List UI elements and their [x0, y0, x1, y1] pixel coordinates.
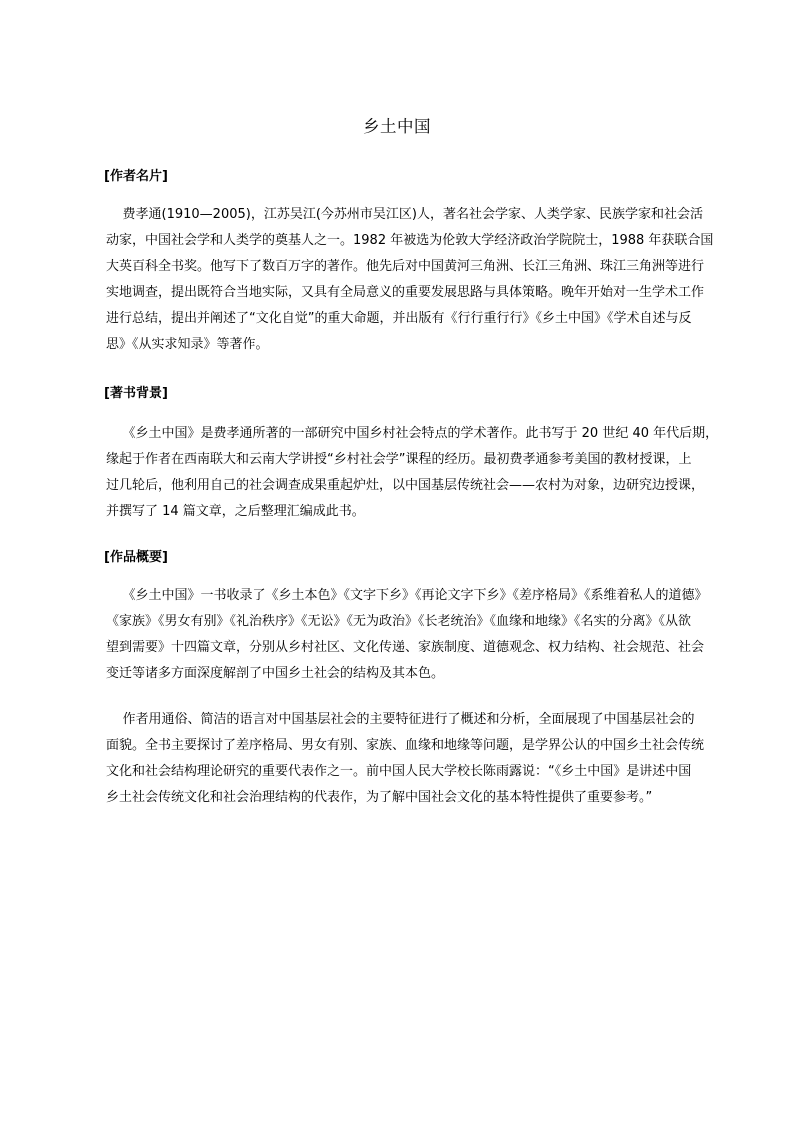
text-line: 面貌。全书主要探讨了差序格局、男女有别、家族、血缘和地缘等问题，是学界公认的中国乡土社会传统 [106, 738, 705, 753]
text-line: 费孝通(1910—2005)，江苏吴江(今苏州市吴江区)人，著名社会学家、人类学家、民族学家和社会活 [106, 207, 703, 222]
paragraph-summary-2 [106, 707, 720, 811]
text-line: 实地调查，提出既符合当地实际，又具有全局意义的重要发展思路与具体策略。晚年开始对一生学术工作 [106, 285, 705, 300]
paragraph-background [106, 421, 720, 525]
document-title: 乡土中国 [363, 117, 431, 136]
text-line: 作者用通俗、简洁的语言对中国基层社会的主要特征进行了概述和分析，全面展现了中国基层社会的 [106, 712, 695, 727]
text-line: 过几轮后，他利用自己的社会调查成果重起炉灶，以中国基层传统社会——农村为对象，边研究边授课， [106, 478, 705, 493]
text-line: 变迁等诸多方面深度解剖了中国乡土社会的结构及其本色。 [106, 666, 445, 681]
text-line: 乡土社会传统文化和社会治理结构的代表作，为了解中国社会文化的基本特性提供了重要参考。” [106, 790, 653, 805]
section-heading-author: [作者名片] [104, 169, 168, 184]
text-line: 文化和社会结构理论研究的重要代表作之一。前中国人民大学校长陈雨露说：“《乡土中国》是讲述中国 [106, 764, 692, 779]
text-line: 望到需要》十四篇文章，分别从乡村社区、文化传递、家族制度、道德观念、权力结构、社会规范、社会 [106, 640, 705, 655]
text-line: 《乡土中国》一书收录了《乡土本色》《文字下乡》《再论文字下乡》《差序格局》《系维着私人的道德》 [106, 588, 708, 603]
text-line: 动家，中国社会学和人类学的奠基人之一。1982 年被选为伦敦大学经济政治学院院士，1988 年获联合国 [106, 233, 714, 248]
text-line: 缘起于作者在西南联大和云南大学讲授“乡村社会学”课程的经历。最初费孝通参考美国的教材授课，上 [106, 452, 692, 467]
section-heading-summary: [作品概要] [104, 550, 168, 565]
section-heading-background: [著书背景] [104, 386, 168, 401]
text-line: 《乡土中国》是费孝通所著的一部研究中国乡村社会特点的学术著作。此书写于 20 世纪 40 年代后期， [106, 426, 719, 441]
paragraph-summary-1 [106, 583, 720, 687]
text-line: 进行总结，提出并阐述了“文化自觉”的重大命题，并出版有《行行重行行》《乡土中国》《学术自述与反 [106, 311, 692, 326]
text-line: 思》《从实求知录》等著作。 [106, 337, 269, 352]
text-line: 大英百科全书奖。他写下了数百万字的著作。他先后对中国黄河三角洲、长江三角洲、珠江三角洲等进行 [106, 259, 705, 274]
paragraph-author [106, 202, 720, 358]
text-line: 并撰写了 14 篇文章，之后整理汇编成此书。 [106, 504, 365, 519]
text-line: 《家族》《男女有别》《礼治秩序》《无讼》《无为政治》《长老统治》《血缘和地缘》《名实的分离》《从欲 [106, 614, 692, 629]
